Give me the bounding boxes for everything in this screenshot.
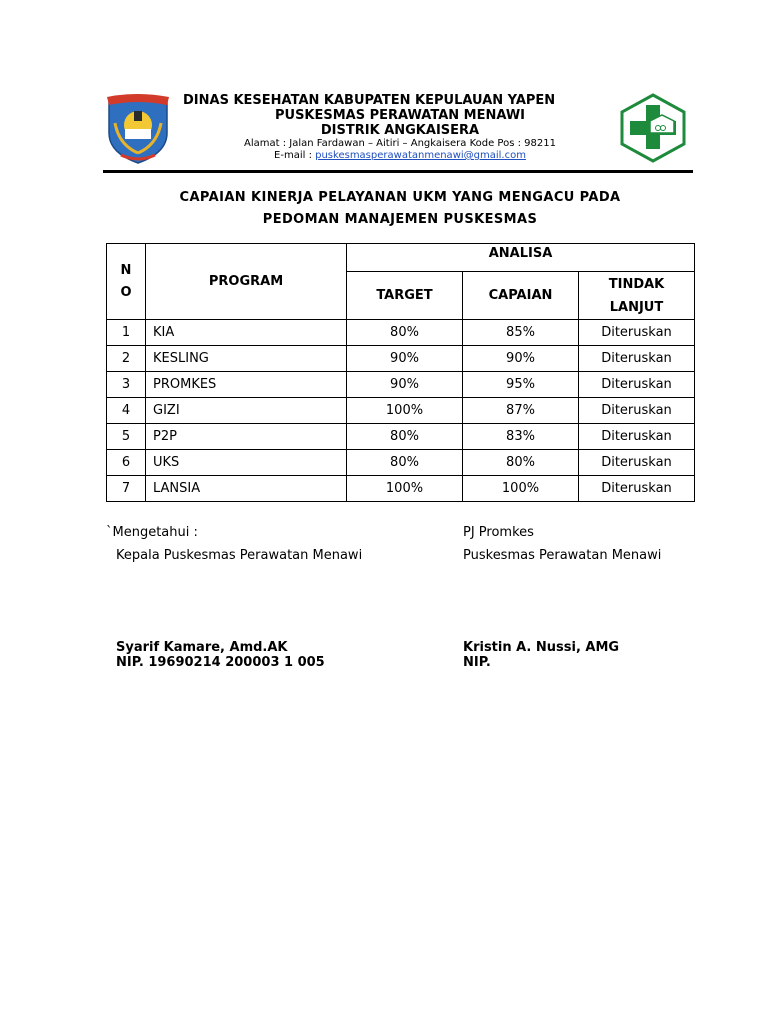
cell-program: LANSIA <box>146 476 347 502</box>
cell-no: 6 <box>107 450 146 476</box>
table-row <box>107 450 695 476</box>
performance-table <box>106 243 695 502</box>
header-divider <box>103 170 693 173</box>
email-line <box>200 150 600 162</box>
right-sign-nip: NIP. <box>463 655 491 670</box>
cell-program: KESLING <box>146 346 347 372</box>
header-tindak-line-1: TINDAK <box>608 276 665 292</box>
table-row <box>107 424 695 450</box>
header-tindak-lanjut <box>579 272 695 320</box>
cell-no: 5 <box>107 424 146 450</box>
cell-target: 100% <box>347 398 463 424</box>
cell-tindak: Diteruskan <box>579 372 695 398</box>
cell-program: KIA <box>146 320 347 346</box>
cell-tindak: Diteruskan <box>579 346 695 372</box>
header-no-line-2: O <box>120 284 132 300</box>
right-sign-label: PJ Promkes <box>463 525 534 540</box>
cell-capaian: 83% <box>463 424 579 450</box>
header-analisa: ANALISA <box>347 244 695 272</box>
agency-name: DINAS KESEHATAN KABUPATEN KEPULAUAN YAPEN <box>183 93 556 108</box>
header-target: TARGET <box>347 272 463 320</box>
cell-program: PROMKES <box>146 372 347 398</box>
cell-target: 90% <box>347 346 463 372</box>
cell-tindak: Diteruskan <box>579 450 695 476</box>
email-link[interactable]: puskesmasperawatanmenawi@gmail.com <box>315 150 526 161</box>
document-title-line-2: PEDOMAN MANAJEMEN PUSKESMAS <box>262 212 538 227</box>
cell-no: 4 <box>107 398 146 424</box>
cell-no: 1 <box>107 320 146 346</box>
regency-emblem-icon <box>103 93 173 165</box>
health-cross-hexagon-icon <box>618 93 688 163</box>
cell-tindak: Diteruskan <box>579 424 695 450</box>
district-name: DISTRIK ANGKAISERA <box>320 123 480 138</box>
cell-target: 100% <box>347 476 463 502</box>
document-title-line-1: CAPAIAN KINERJA PELAYANAN UKM YANG MENGACU PADA <box>179 190 621 205</box>
table-row <box>107 346 695 372</box>
header-capaian: CAPAIAN <box>463 272 579 320</box>
cell-target: 80% <box>347 424 463 450</box>
left-sign-position: Kepala Puskesmas Perawatan Menawi <box>116 548 363 563</box>
cell-capaian: 85% <box>463 320 579 346</box>
facility-name: PUSKESMAS PERAWATAN MENAWI <box>274 108 526 123</box>
cell-target: 80% <box>347 320 463 346</box>
cell-tindak: Diteruskan <box>579 320 695 346</box>
cell-capaian: 90% <box>463 346 579 372</box>
email-label: E-mail : <box>274 150 316 161</box>
cell-target: 90% <box>347 372 463 398</box>
table-row <box>107 372 695 398</box>
address-line: Alamat : Jalan Fardawan – Aitiri – Angkaisera Kode Pos : 98211 <box>244 138 556 149</box>
right-sign-position: Puskesmas Perawatan Menawi <box>463 548 662 563</box>
header-program: PROGRAM <box>146 244 347 320</box>
left-sign-nip: NIP. 19690214 200003 1 005 <box>116 655 325 670</box>
right-sign-name: Kristin A. Nussi, AMG <box>463 640 620 655</box>
table-row <box>107 320 695 346</box>
header-no-line-1: N <box>120 262 132 278</box>
cell-no: 2 <box>107 346 146 372</box>
cell-program: P2P <box>146 424 347 450</box>
left-sign-label: `Mengetahui : <box>106 525 198 540</box>
cell-capaian: 100% <box>463 476 579 502</box>
cell-capaian: 80% <box>463 450 579 476</box>
table-row <box>107 476 695 502</box>
cell-program: GIZI <box>146 398 347 424</box>
cell-no: 7 <box>107 476 146 502</box>
header-tindak-line-2: LANJUT <box>609 299 664 315</box>
cell-program: UKS <box>146 450 347 476</box>
cell-target: 80% <box>347 450 463 476</box>
left-sign-name: Syarif Kamare, Amd.AK <box>116 640 288 655</box>
table-row <box>107 398 695 424</box>
cell-capaian: 95% <box>463 372 579 398</box>
cell-capaian: 87% <box>463 398 579 424</box>
header-no <box>107 244 146 320</box>
cell-no: 3 <box>107 372 146 398</box>
cell-tindak: Diteruskan <box>579 398 695 424</box>
cell-tindak: Diteruskan <box>579 476 695 502</box>
